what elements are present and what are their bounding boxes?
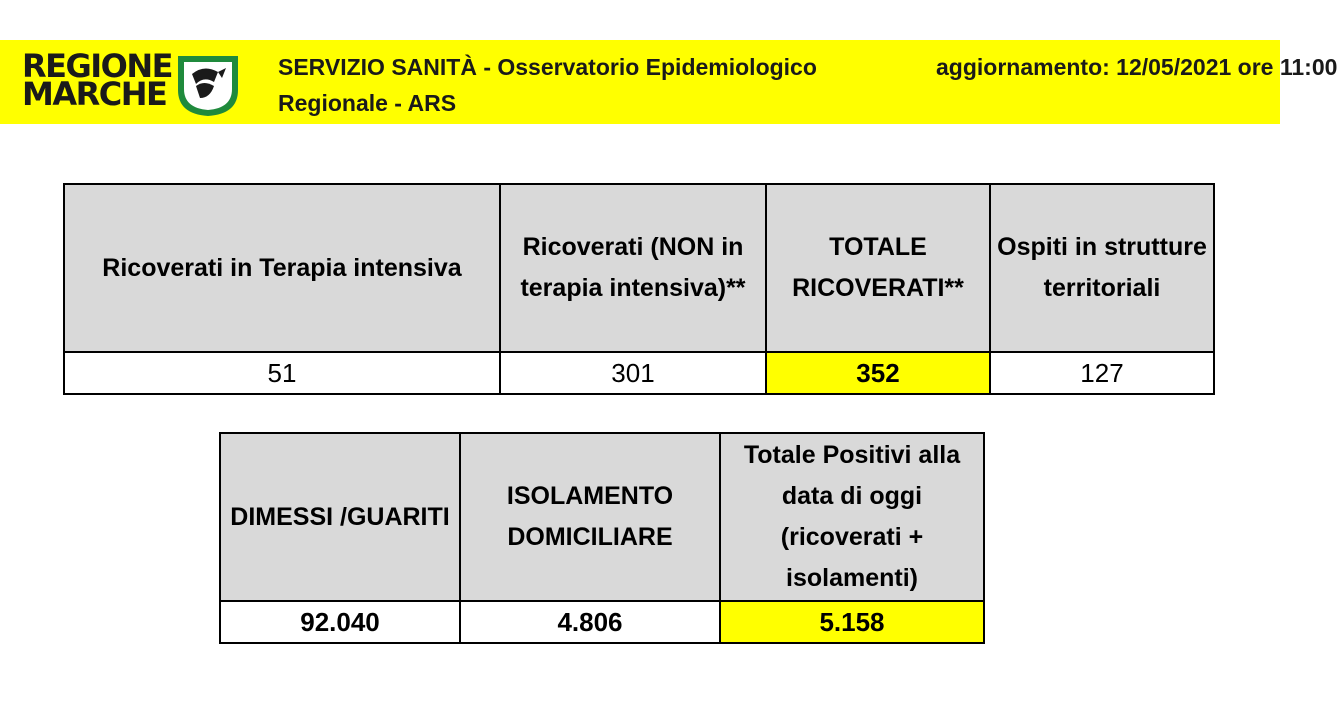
col-total-positive: Totale Positivi alla data di oggi (ricoverati + isolamenti) bbox=[720, 433, 984, 601]
value-home-isolation: 4.806 bbox=[460, 601, 720, 643]
value-non-intensive: 301 bbox=[500, 352, 766, 394]
region-emblem-icon bbox=[174, 52, 242, 118]
value-total-hospitalized: 352 bbox=[766, 352, 990, 394]
table-row bbox=[220, 601, 984, 643]
outcomes-table bbox=[219, 432, 985, 644]
service-title: SERVIZIO SANITÀ - Osservatorio Epidemiologico Regionale - ARS bbox=[278, 54, 817, 116]
logo-line-2: MARCHE bbox=[22, 75, 167, 113]
value-intensive-care: 51 bbox=[64, 352, 500, 394]
update-date: aggiornamento: 12/05/2021 ore 11:00 bbox=[936, 54, 1337, 80]
value-total-positive: 5.158 bbox=[720, 601, 984, 643]
value-territorial-guests: 127 bbox=[990, 352, 1214, 394]
col-home-isolation: ISOLAMENTO DOMICILIARE bbox=[460, 433, 720, 601]
col-discharged: DIMESSI /GUARITI bbox=[220, 433, 460, 601]
logo-line-1: REGIONE bbox=[22, 47, 173, 85]
col-intensive-care: Ricoverati in Terapia intensiva bbox=[64, 184, 500, 352]
col-total-hospitalized: TOTALE RICOVERATI** bbox=[766, 184, 990, 352]
table-header-row bbox=[64, 184, 1214, 352]
region-logo-text bbox=[22, 47, 173, 113]
table-header-row bbox=[220, 433, 984, 601]
col-non-intensive: Ricoverati (NON in terapia intensiva)** bbox=[500, 184, 766, 352]
table-row bbox=[64, 352, 1214, 394]
hospitalization-table bbox=[63, 183, 1215, 395]
header-banner bbox=[0, 40, 1337, 124]
col-territorial-guests: Ospiti in strutture territoriali bbox=[990, 184, 1214, 352]
value-discharged: 92.040 bbox=[220, 601, 460, 643]
